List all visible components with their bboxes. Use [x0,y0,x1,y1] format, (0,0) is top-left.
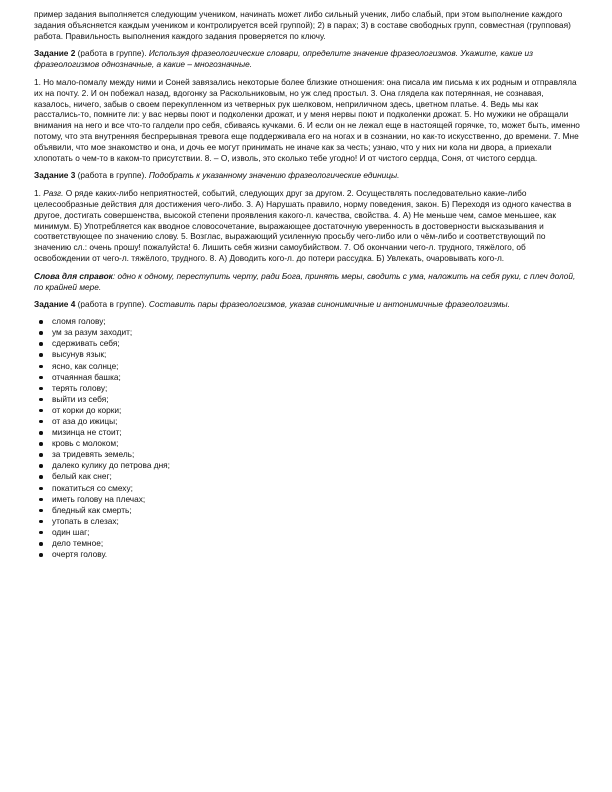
list-item: сдерживать себя; [52,338,580,349]
task3-text-start: 1. [34,188,41,199]
task4-instruction: Составить пары фразеологизмов, указав синонимичные и антонимичные фразеологизмы. [148,299,510,310]
list-item: мизинца не стоит; [52,427,580,438]
reference-text: одно к одному, переступить черту, ради Бога, принять меры, сводить с ума, наложить на себя руки, с плеч долой, по крайней мере. [34,270,576,292]
task3-mode: (работа в группе). [77,170,147,181]
list-item: иметь голову на плечах; [52,494,580,505]
document-page [34,9,580,560]
task4-heading [34,299,580,310]
task2-text: 1. Но мало-помалу между ними и Соней завязались некоторые более близкие отношения: она писала им письма к их родным и отправляла их на почту. 2. И он побежал назад, вдогонку за Раскольниковым, но уж след простыл. 3. Она глядела как потерянная, не сознавая, казалось, ничего, забыв о своем перекупленном из четверных рук шелковом, неприличном здесь, цветном платье. 4. Ведь мы как расстались-то, помните ли: у вас нервы поют и подколенки дрожат, и у меня нервы поют и подколенки дрожат. 5. Но мужики не обращали внимания на него и все что-то галдели про себя, сбиваясь кучками. 6. И если он не лежал еще в настоящей горячке, то, может быть, именно потому, что эта внутренняя беспрерывная тревога еще поддерживала его на ногах и в сознании, но как-то искусственно, до времени. 7. Мне объявили, что мое знакомство и она, и дочь ее могут принимать не иначе как за честь; узнаю, что у них ни кола ни двора, а приехали хлопотать о чем-то в каком-то присутствии. 8. – О, изволь, это сколько тебе угодно! И от чистого сердца, Соня, от чистого сердца. [34,76,580,163]
list-item: кровь с молоком; [52,438,580,449]
intro-paragraph: пример задания выполняется следующим учеником, начинать может либо сильный ученик, либо слабый, при этом выполнение каждого задания объясняется каждым учеником и контролируется всей группой); 2) в парах; 3) в составе свободных групп, совместная (групповая) работа. Правильность выполнения каждого задания проверяется по ключу. [34,9,571,41]
list-item: ясно, как солнце; [52,361,580,372]
phraseology-list [34,316,580,560]
list-item: покатиться со смеху; [52,483,580,494]
list-item: дело темное; [52,538,580,549]
task3-text [34,188,580,264]
list-item: один шаг; [52,527,580,538]
list-item: высунув язык; [52,349,580,360]
reference-colon: : [112,270,116,281]
task3-text-rest: О ряде каких-либо неприятностей, событий, следующих друг за другом. 2. Осуществлять последовательно какие-либо целесообразные действия для достижения чего-либо. 3. А) Нарушать правило, норму поведения, закон. Б) Переходя из одного качества в другое, достигать совершенства, высокой степени проявления какого-л. качества, свойства. 4. А) Не меньше чем, самое меньшее, как минимум. Б) Употребляется как вводное словосочетание, выражающее достаточную уверенность в достоверности высказывания и соответствующее по значению слову. 5. Возглас, выражающий усиленную просьбу чего-либо или о чём-либо и соответствующий по значению сл.: очень прошу! пожалуйста! 6. Лишить себя жизни самоубийством. 7. Об окончании чего-л. трудного, тяжёлого, об освобождении от чего-л. тяжёлого, трудного. 8. А) Доводить кого-л. до потери рассудка. Б) Увлекать, очаровывать кого-л. [34,188,572,263]
task2-label: Задание 2 [34,48,76,59]
list-item: от корки до корки; [52,405,580,416]
list-item: терять голову; [52,383,580,394]
list-item: выйти из себя; [52,394,580,405]
list-item: от аза до ижицы; [52,416,580,427]
task4-mode: (работа в группе). [77,299,147,310]
list-item: утопать в слезах; [52,516,580,527]
list-item: за тридевять земель; [52,449,580,460]
list-item: сломя голову; [52,316,580,327]
task4-label: Задание 4 [34,299,76,310]
task2-mode: (работа в группе). [77,48,147,59]
list-item: ум за разум заходит; [52,327,580,338]
list-item: отчаянная башка; [52,372,580,383]
list-item: очертя голову. [52,549,580,560]
task3-heading [34,170,580,181]
task2-heading [34,48,580,70]
list-item: белый как снег; [52,471,580,482]
task2-instruction: Используя фразеологические словари, определите значение фразеологизмов. Укажите, какие из фразеологизмов однозначные, а какие – многозначные. [34,48,533,70]
reference-words [34,271,580,293]
reference-label: Слова для справок [34,270,113,281]
list-item: далеко кулику до петрова дня; [52,460,580,471]
task3-label: Задание 3 [34,170,76,181]
list-item: бледный как смерть; [52,505,580,516]
task3-instruction: Подобрать к указанному значению фразеологические единицы. [148,170,400,181]
task3-text-razg: Разг. [43,188,64,199]
